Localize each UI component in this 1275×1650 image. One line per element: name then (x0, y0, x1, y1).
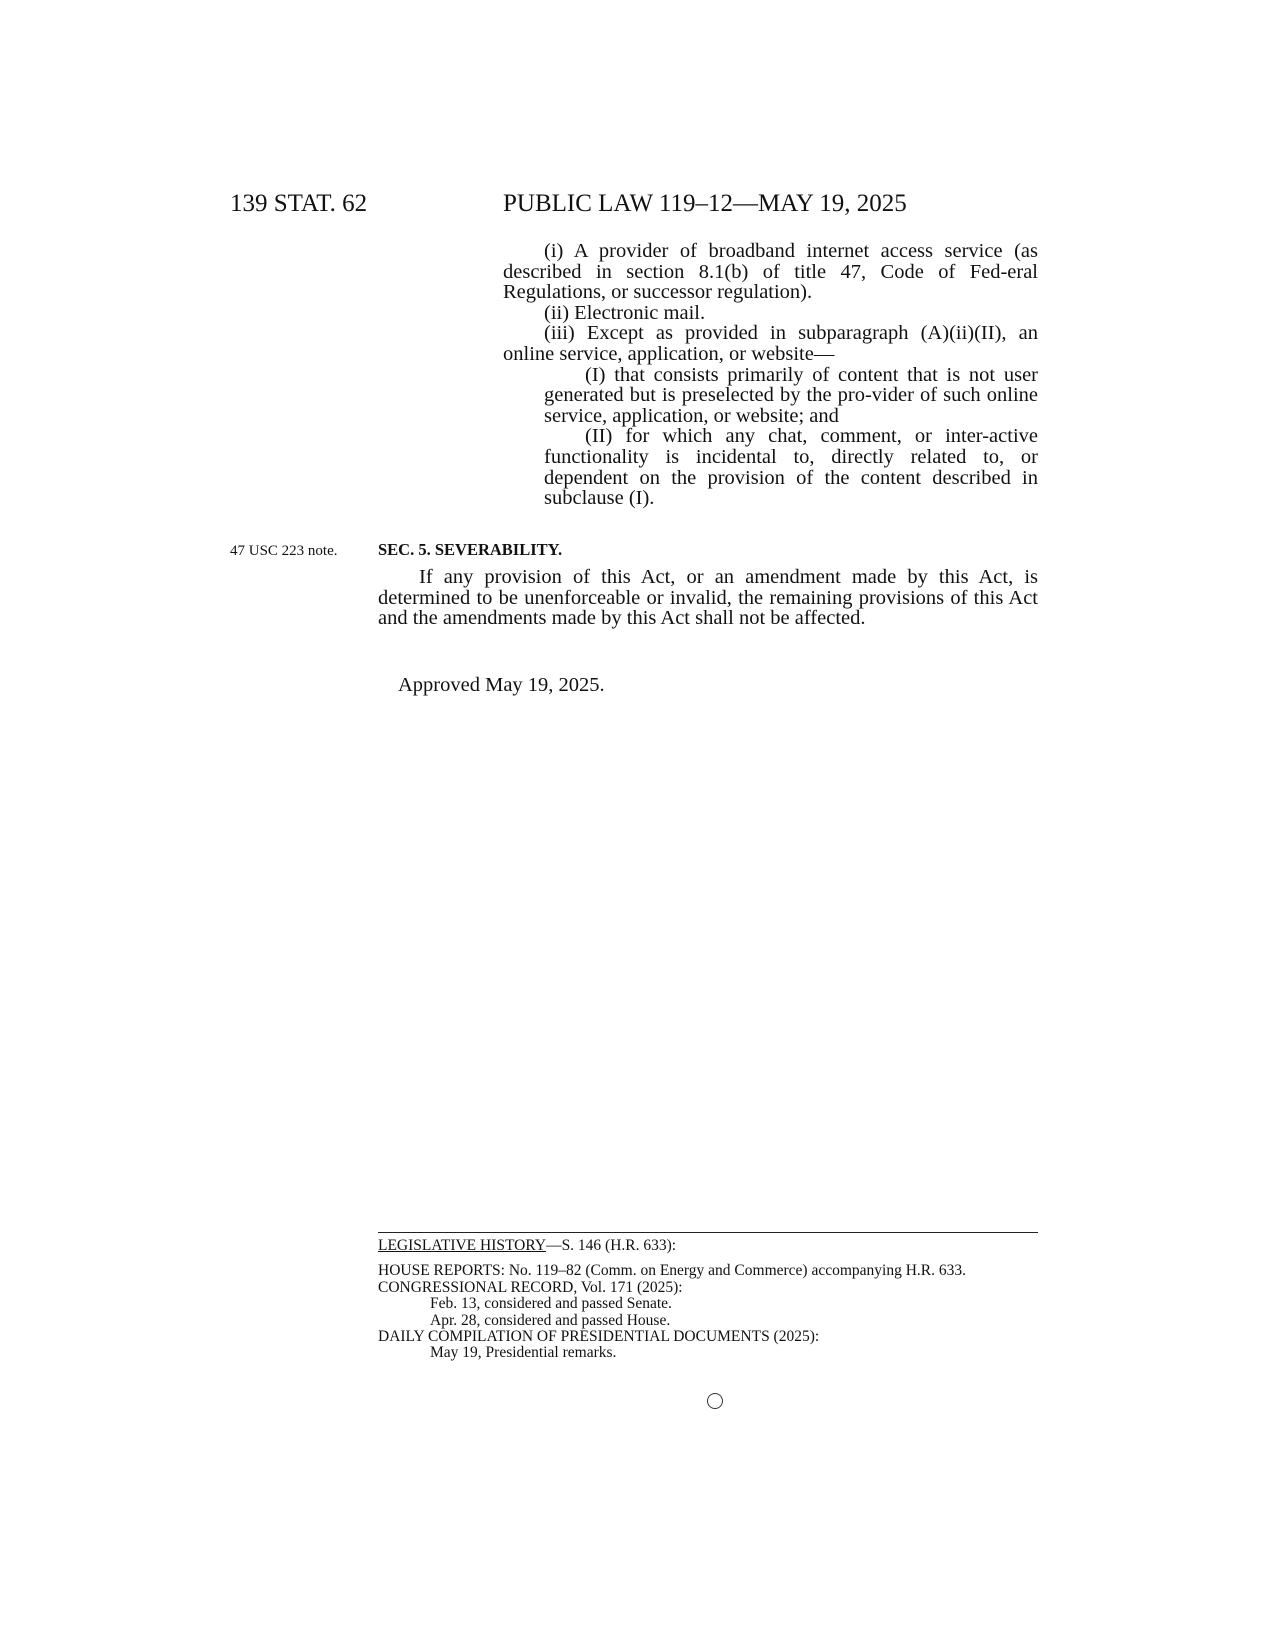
clause-ii: (ii) Electronic mail. (544, 301, 706, 324)
approval-line: Approved May 19, 2025. (398, 674, 605, 696)
clause-iii: (iii) Except as provided in subparagraph (A)(ii)(II), an online service, application, or website— (503, 322, 1038, 365)
congressional-record: CONGRESSIONAL RECORD, Vol. 171 (2025): (378, 1278, 683, 1296)
house-reports: HOUSE REPORTS: No. 119–82 (Comm. on Energy and Commerce) accompanying H.R. 633. (378, 1262, 967, 1280)
running-head: PUBLIC LAW 119–12—MAY 19, 2025 (503, 190, 907, 217)
section-body: If any provision of this Act, or an amendment made by this Act, is determined to be unenforceable or invalid, the remaining provisions of this Act and the amendments made by this Act shall not be affected. (378, 566, 1038, 630)
cr-entry: Apr. 28, considered and passed House. (430, 1311, 671, 1329)
page-number: 139 STAT. 62 (230, 190, 368, 217)
end-of-document-circle-icon (707, 1393, 723, 1409)
history-title-rest: —S. 146 (H.R. 633): (546, 1237, 677, 1254)
margin-note: 47 USC 223 note. (230, 543, 338, 559)
history-title-underlined: LEGISLATIVE HISTORY (378, 1237, 547, 1254)
clause-i: (i) A provider of broadband internet access service (as described in section 8.1(b) of title 47, Code of Fed-eral Regulations, or successor regulation). (503, 240, 1038, 304)
history-title (378, 1238, 676, 1254)
clause-list (503, 241, 1038, 509)
cr-entry: Feb. 13, considered and passed Senate. (430, 1295, 672, 1313)
daily-compilation: DAILY COMPILATION OF PRESIDENTIAL DOCUMENTS (2025): (378, 1328, 820, 1346)
subclause-I: (I) that consists primarily of content that is not user generated but is preselected by the pro-vider of such online service, application, or website; and (544, 363, 1038, 427)
section-heading: SEC. 5. SEVERABILITY. (378, 540, 563, 559)
subclause-II: (II) for which any chat, comment, or inter-active functionality is incidental to, directly related to, or dependent on the provision of the content described in subclause (I). (544, 425, 1038, 510)
legislative-history (378, 1238, 1038, 1362)
dc-entry: May 19, Presidential remarks. (430, 1344, 617, 1362)
footer-rule (378, 1232, 1038, 1233)
